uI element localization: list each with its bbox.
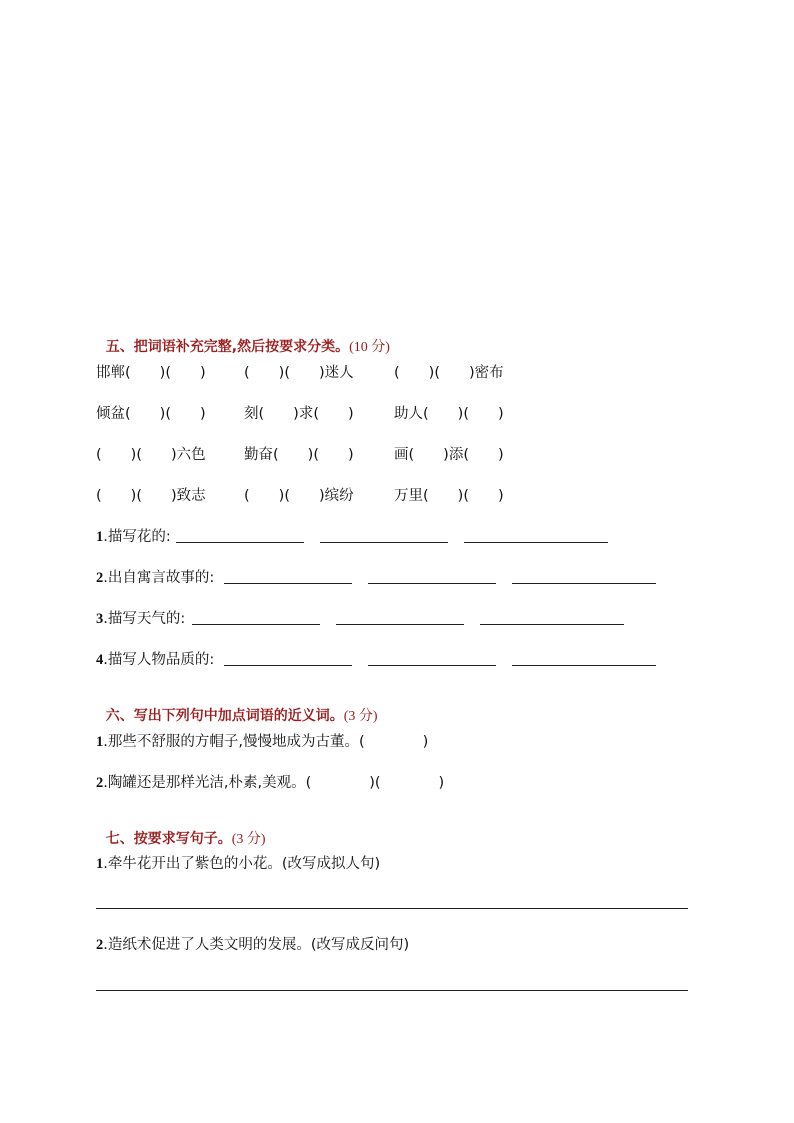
category-label: .描写天气的: [103, 611, 186, 627]
section-7-title-text: 七、按要求写句子。 [105, 831, 232, 847]
word-item: 助人( )( ) [394, 406, 504, 422]
synonym-item-1 [96, 730, 428, 751]
section-5-title-text: 五、把词语补充完整,然后按要求分类。 [105, 339, 350, 355]
answer-blank[interactable] [368, 583, 496, 584]
rewrite-item-1 [96, 852, 380, 873]
answer-blank[interactable] [464, 542, 608, 543]
word-item: 勤奋( )( ) [244, 447, 354, 463]
answer-blank[interactable] [224, 665, 352, 666]
item-number: 1 [96, 734, 104, 750]
item-number: 2 [96, 775, 104, 791]
section-7-title [96, 812, 266, 848]
category-label: .描写人物品质的: [103, 652, 215, 668]
section-6-points: (3 分) [343, 709, 378, 724]
word-item: ( )( )缤纷 [244, 488, 354, 504]
section-5-title [96, 320, 390, 356]
word-item: ( )( )致志 [96, 488, 206, 504]
answer-blank[interactable] [368, 665, 496, 666]
category-4 [96, 648, 214, 669]
section-7-points: (3 分) [231, 832, 266, 847]
answer-blank[interactable] [224, 583, 352, 584]
word-item: ( )( )密布 [394, 365, 504, 381]
word-item: 倾盆( )( ) [96, 406, 206, 422]
category-number: 4 [96, 652, 104, 668]
category-number: 2 [96, 570, 104, 586]
answer-blank[interactable] [480, 624, 624, 625]
category-label: .出自寓言故事的: [103, 570, 215, 586]
category-1 [96, 525, 171, 546]
word-item: ( )( )迷人 [244, 365, 354, 381]
word-item: 画( )添( ) [394, 447, 504, 463]
answer-blank[interactable] [336, 624, 464, 625]
item-number: 1 [96, 856, 104, 872]
word-item: ( )( )六色 [96, 447, 206, 463]
category-label: .描写花的: [103, 529, 171, 545]
category-number: 1 [96, 529, 104, 545]
item-text: .陶罐还是那样光洁,朴素,美观。( )( ) [103, 775, 445, 791]
item-text: .那些不舒服的方帽子,慢慢地成为古董。( ) [103, 734, 429, 750]
section-6-title [96, 689, 378, 725]
section-6-title-text: 六、写出下列句中加点词语的近义词。 [105, 708, 344, 724]
item-text: .牵牛花开出了紫色的小花。(改写成拟人句) [103, 856, 381, 872]
category-2 [96, 566, 214, 587]
answer-blank[interactable] [320, 542, 448, 543]
answer-line[interactable] [96, 908, 688, 909]
answer-blank[interactable] [176, 542, 304, 543]
word-item: 万里( )( ) [394, 488, 504, 504]
word-item: 邯郸( )( ) [96, 365, 206, 381]
item-text: .造纸术促进了人类文明的发展。(改写成反问句) [103, 937, 410, 953]
section-5-points: (10 分) [349, 340, 390, 355]
answer-blank[interactable] [512, 665, 656, 666]
synonym-item-2 [96, 771, 444, 792]
word-item: 刻( )求( ) [244, 406, 354, 422]
answer-blank[interactable] [192, 624, 320, 625]
category-number: 3 [96, 611, 104, 627]
answer-line[interactable] [96, 990, 688, 991]
category-3 [96, 607, 185, 628]
item-number: 2 [96, 937, 104, 953]
rewrite-item-2 [96, 933, 409, 954]
answer-blank[interactable] [512, 583, 656, 584]
